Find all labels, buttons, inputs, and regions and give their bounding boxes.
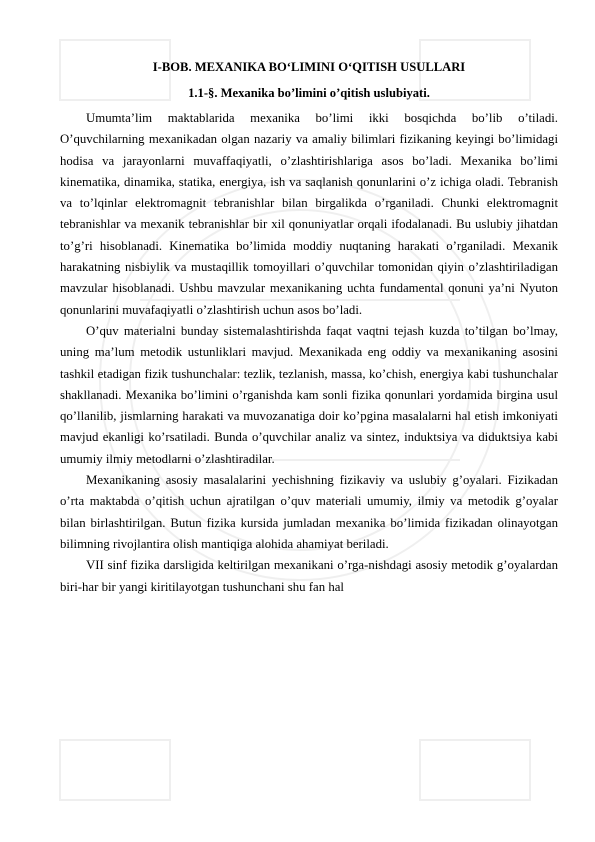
paragraph-2: O’quv materialni bunday sistemalashtirishda faqat vaqtni tejash kuzda to’tilgan bo’lmay, uning ma’lum metodik ustunliklari mavjud. Mexanikada eng oddiy va mexanikaning asosini tashkil etadigan fizik tushunchalar: tezlik, tezlanish, massa, ko’chish, energiya kabi tushunchalar shakllanadi. Mexanika bo’limini o’rganishda kam sonli fizika qonunlari yordamida birgina usul qo’llanilib, jismlarning harakati va muvozanatiga doir ko’pgina masalalarni hal etish imkoniyati mavjud ekanligi ko’rsatiladi. Bunda o’quvchilar analiz va sintez, induktsiya va diduktsiya kabi umumiy ilmiy metodlarni o’zlashtiradilar. [60, 323, 558, 466]
paragraph-4: VII sinf fizika darsligida keltirilgan mexanikani o’rga-nishdagi asosiy metodik g’oyalardan biri-har bir yangi kiritilayotgan tushunchani shu fan hal [60, 558, 558, 594]
chapter-title: I-BOB. MEXANIKA BO‘LIMINI O‘QITISH USULLARI [152, 60, 466, 74]
paragraph-1: Umumta’lim maktablarida mexanika bo’limi ikki bosqichda bo’lib o’tiladi. O’quvchilarning mexanikadan olgan nazariy va amaliy bilimlari fizikaning keyingi bo’limidagi hodisa va jarayonlarni muvaffaqiyatli, o’zlashtirishlariga asos bo’ladi. Mexanika bo’limi kinematika, dinamika, statika, energiya, ish va saqlanish qonunlarini o’z ichiga oladi. Tebranish va to’lqinlar elektromagnit tebranishlar bilan birgalikda o’rganiladi. Chunki elektromagnit tebranishlar va mexanik tebranishlar bir xil qonuniyatlar orqali ifodalanadi. Bu uslubiy jihatdan to’g’ri hisoblanadi. Kinematika bo’limida moddiy nuqtaning harakati o’rganiladi. Mexanik harakatning nisbiylik va mustaqillik tomoyillari o’quvchilar tomonidan qiyin o’zlashtiriladigan mavzular hisoblanadi. Ushbu mavzular mexanikaning uchta fundamental qonuni ya’ni Nyuton qonunlarini muvafaqiyatli o’zlashtirish uchun asos bo’ladi. [60, 111, 558, 317]
paragraph-3: Mexanikaning asosiy masalalarini yechishning fizikaviy va uslubiy g’oyalari. Fizikadan o’rta maktabda o’qitish uchun ajratilgan o’quv materiali umumiy, ilmiy va metodik g’oyalar bilan birlashtirilgan. Butun fizika kursida jumladan mexanika bo’limida fizikadan olinayotgan bilimning rivojlantira olish mantiqiga alohida ahamiyat beriladi. [60, 473, 558, 551]
section-title: 1.1-§. Mexanika bo’limini o’qitish uslubiyati. [188, 86, 430, 100]
document-page [60, 56, 558, 598]
